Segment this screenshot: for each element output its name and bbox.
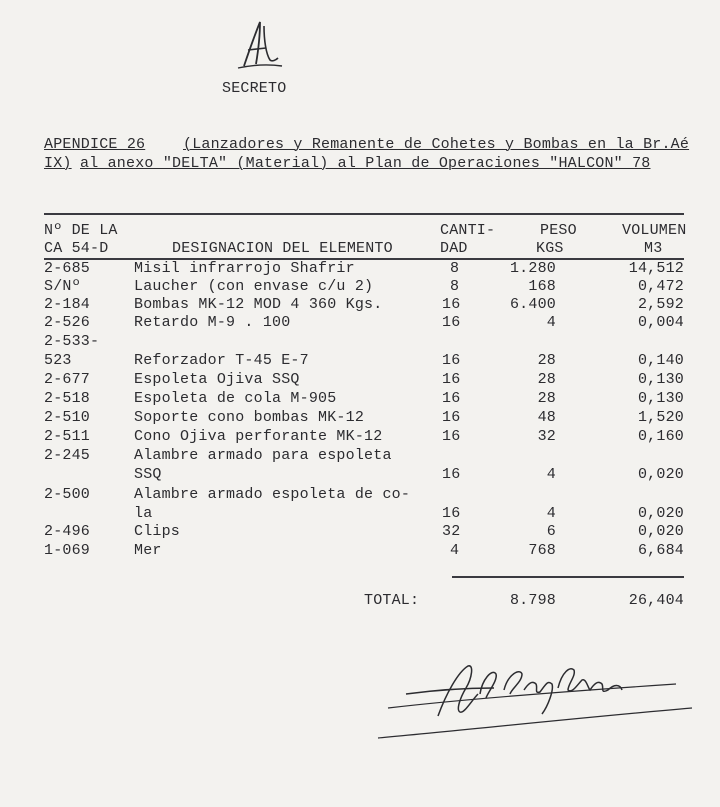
row-weight: 1.280	[509, 260, 556, 277]
row-weight: 6	[546, 523, 556, 540]
total-rule	[452, 576, 684, 578]
row-designation: Espoleta de cola M-905	[134, 390, 337, 407]
row-weight: 48	[537, 409, 556, 426]
row-designation: Cono Ojiva perforante MK-12	[134, 428, 383, 445]
row-code: 2-533-	[44, 333, 100, 350]
column-header-volume-2: M3	[644, 240, 663, 257]
row-designation: Misil infrarrojo Shafrir	[134, 260, 355, 277]
row-code: 2-685	[44, 260, 91, 277]
row-designation: la	[134, 505, 153, 522]
row-volume: 0,140	[637, 352, 684, 369]
row-designation: Clips	[134, 523, 181, 540]
row-quantity: 8	[450, 278, 460, 295]
row-code: 523	[44, 352, 72, 369]
row-code: 2-510	[44, 409, 91, 426]
row-quantity: 16	[442, 466, 461, 483]
row-designation: Alambre armado espoleta de co-	[134, 486, 411, 503]
column-header-weight: PESO	[540, 222, 577, 239]
row-weight: 4	[546, 505, 556, 522]
row-designation: Bombas MK-12 MOD 4 360 Kgs.	[134, 296, 383, 313]
row-weight: 32	[537, 428, 556, 445]
column-header-quantity: CANTI-	[440, 222, 496, 239]
row-code: S/Nº	[44, 278, 81, 295]
table-top-rule	[44, 213, 684, 215]
row-quantity: 4	[450, 542, 460, 559]
row-quantity: 16	[442, 296, 461, 313]
row-volume: 0,020	[637, 466, 684, 483]
row-volume: 6,684	[637, 542, 684, 559]
row-weight: 768	[528, 542, 556, 559]
row-quantity: 32	[442, 523, 461, 540]
row-quantity: 8	[450, 260, 460, 277]
row-code: 2-184	[44, 296, 91, 313]
column-header-weight-2: KGS	[536, 240, 564, 257]
total-volume: 26,404	[628, 592, 684, 609]
row-volume: 0,020	[637, 523, 684, 540]
row-volume: 0,004	[637, 314, 684, 331]
row-designation: Espoleta Ojiva SSQ	[134, 371, 300, 388]
row-quantity: 16	[442, 352, 461, 369]
classification-label: SECRETO	[222, 80, 287, 97]
row-code: 2-526	[44, 314, 91, 331]
row-volume: 0,020	[637, 505, 684, 522]
column-header-volume: VOLUMEN	[622, 222, 687, 239]
initials-mark	[236, 18, 286, 74]
row-quantity: 16	[442, 390, 461, 407]
row-volume: 0,472	[637, 278, 684, 295]
row-code: 2-511	[44, 428, 91, 445]
row-quantity: 16	[442, 428, 461, 445]
row-weight: 28	[537, 371, 556, 388]
row-code: 2-500	[44, 486, 91, 503]
total-weight: 8.798	[509, 592, 556, 609]
row-code: 2-518	[44, 390, 91, 407]
row-designation: Laucher (con envase c/u 2)	[134, 278, 374, 295]
row-weight: 4	[546, 314, 556, 331]
row-code: 2-677	[44, 371, 91, 388]
row-volume: 2,592	[637, 296, 684, 313]
row-weight: 4	[546, 466, 556, 483]
title-line-2: al anexo "DELTA" (Material) al Plan de Operaciones "HALCON" 78	[80, 155, 651, 172]
column-header-designation: DESIGNACION DEL ELEMENTO	[172, 240, 393, 257]
row-weight: 6.400	[509, 296, 556, 313]
column-header-quantity-2: DAD	[440, 240, 468, 257]
row-designation: SSQ	[134, 466, 162, 483]
row-code: 1-069	[44, 542, 91, 559]
row-quantity: 16	[442, 314, 461, 331]
row-code: 2-245	[44, 447, 91, 464]
total-label: TOTAL:	[364, 592, 420, 609]
title-line-1: (Lanzadores y Remanente de Cohetes y Bombas en la Br.Aé	[183, 136, 690, 153]
row-volume: 0,160	[637, 428, 684, 445]
row-quantity: 16	[442, 409, 461, 426]
appendix-label: APENDICE 26	[44, 136, 146, 153]
row-code: 2-496	[44, 523, 91, 540]
row-volume: 14,512	[628, 260, 684, 277]
column-header-code-2: CA 54-D	[44, 240, 109, 257]
row-volume: 1,520	[637, 409, 684, 426]
row-weight: 28	[537, 390, 556, 407]
column-header-code: Nº DE LA	[44, 222, 118, 239]
row-designation: Retardo M-9 . 100	[134, 314, 291, 331]
row-weight: 28	[537, 352, 556, 369]
row-designation: Reforzador T-45 E-7	[134, 352, 309, 369]
row-designation: Alambre armado para espoleta	[134, 447, 392, 464]
row-designation: Soporte cono bombas MK-12	[134, 409, 365, 426]
title-line-2-prefix: IX)	[44, 155, 72, 172]
row-designation: Mer	[134, 542, 162, 559]
row-volume: 0,130	[637, 390, 684, 407]
row-quantity: 16	[442, 371, 461, 388]
row-volume: 0,130	[637, 371, 684, 388]
signature	[376, 654, 696, 746]
row-quantity: 16	[442, 505, 461, 522]
row-weight: 168	[528, 278, 556, 295]
